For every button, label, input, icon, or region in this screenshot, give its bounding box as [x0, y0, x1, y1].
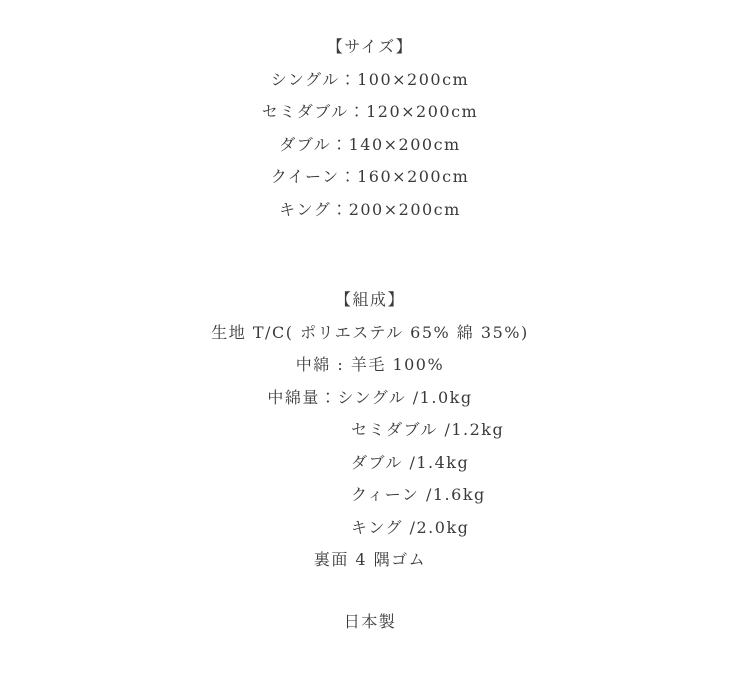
filling-amount-subline-block — [0, 414, 740, 544]
size-line-double: ダブル：140×200cm — [279, 134, 461, 154]
size-line-queen: クイーン：160×200cm — [270, 167, 470, 186]
size-line-semi-double: セミダブル：120×200cm — [261, 102, 479, 121]
composition-section-title: 【組成】 — [334, 290, 405, 309]
filling-amount-double: ダブル /1.4kg — [351, 452, 470, 472]
back-corner-rubber-line: 裏面 4 隅ゴム — [313, 550, 427, 569]
size-line-king: キング：200×200cm — [279, 199, 461, 219]
filling-amount-queen: クィーン /1.6kg — [351, 485, 486, 504]
origin-label: 日本製 — [343, 612, 397, 631]
filling-amount-semi-double: セミダブル /1.2kg — [351, 420, 505, 439]
filling-line: 中綿 : 羊毛 100% — [295, 355, 445, 374]
fabric-line: 生地 T/C( ポリエステル 65% 綿 35%) — [211, 322, 529, 342]
size-line-single: シングル：100×200cm — [270, 69, 470, 89]
size-section — [0, 31, 740, 226]
filling-amount-king: キング /2.0kg — [351, 517, 470, 537]
origin-section — [0, 606, 740, 639]
filling-amount-line: 中綿量：シングル /1.0kg — [267, 387, 473, 407]
size-section-title: 【サイズ】 — [326, 37, 414, 56]
composition-section — [0, 284, 740, 577]
